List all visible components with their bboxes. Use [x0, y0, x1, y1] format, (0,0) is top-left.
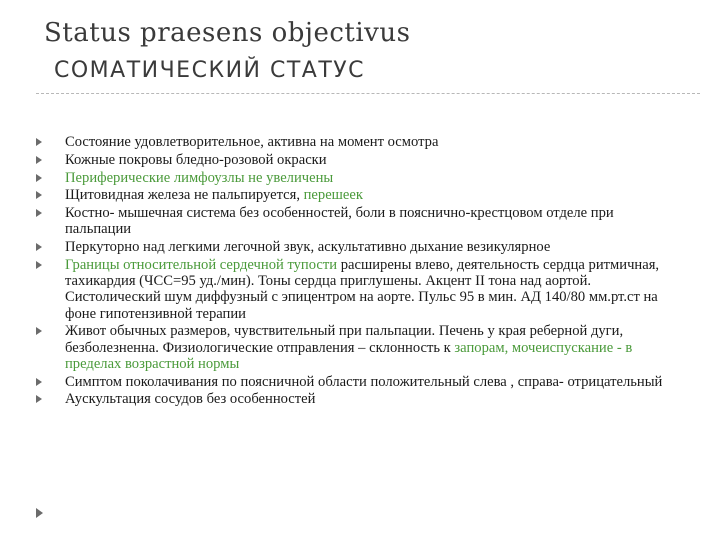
item-text: Симптом поколачивания по поясничной области положительный слева , справа- отрицательный: [65, 373, 663, 390]
list-item: [36, 323, 668, 372]
triangle-bullet-icon: [36, 378, 42, 386]
item-text-highlight: перешеек: [303, 187, 363, 204]
list-item: [36, 205, 668, 237]
triangle-bullet-icon: [36, 327, 42, 335]
item-text: Щитовидная железа не пальпируется,: [65, 187, 304, 204]
title-divider: [36, 93, 700, 94]
triangle-bullet-icon: [36, 156, 42, 164]
list-item: [36, 187, 668, 203]
item-text: Живот обычных размеров, чувствительный при пальпации. Печень у края реберной дуги, безболезненна. Физиологические отправления – склонность к: [65, 323, 624, 356]
triangle-bullet-icon: [36, 191, 42, 199]
list-item: [36, 170, 668, 186]
triangle-bullet-icon: [36, 209, 42, 217]
list-item: [36, 257, 668, 322]
slide-subtitle: СОМАТИЧЕСКИЙ СТАТУС: [54, 58, 366, 83]
triangle-bullet-icon: [36, 395, 42, 403]
list-item: [36, 152, 668, 168]
item-text: Костно- мышечная система без особенностей, боли в пояснично-крестцовом отделе при пальпации: [65, 205, 614, 238]
empty-list-item: [36, 508, 43, 518]
triangle-bullet-icon: [36, 174, 42, 182]
item-text: Состояние удовлетворительное, активна на момент осмотра: [65, 134, 439, 150]
item-text: расширены влево, деятельность сердца ритмичная, тахикардия (ЧСС=95 уд./мин). Тоны сердца приглушены. Акцент II тона над аортой. Систолический шум диффузный с эпицентром на аорте. Пульс 95 в мин. АД 140/80 мм.рт.ст на фоне гипотензивной терапии: [65, 256, 660, 322]
item-text-highlight: Границы относительной сердечной тупости: [65, 256, 338, 273]
triangle-bullet-icon: [36, 261, 42, 269]
item-text: Кожные покровы бледно-розовой окраски: [65, 151, 327, 168]
triangle-bullet-icon: [36, 243, 42, 251]
triangle-bullet-icon: [36, 138, 42, 146]
item-text: Перкуторно над легкими легочной звук, аскультативно дыхание везикулярное: [65, 239, 551, 256]
triangle-bullet-icon: [36, 508, 43, 518]
list-item: [36, 374, 668, 390]
item-text-highlight: запорам, мочеиспускание - в пределах возрастной нормы: [65, 339, 633, 372]
slide-title: Status praesens objectivus: [44, 18, 411, 48]
findings-list: [36, 134, 668, 409]
list-item: [36, 391, 668, 407]
item-text: Периферические лимфоузлы не увеличены: [65, 169, 334, 186]
list-item: [36, 134, 668, 150]
list-item: [36, 239, 668, 255]
item-text: Аускультация сосудов без особенностей: [65, 391, 316, 408]
